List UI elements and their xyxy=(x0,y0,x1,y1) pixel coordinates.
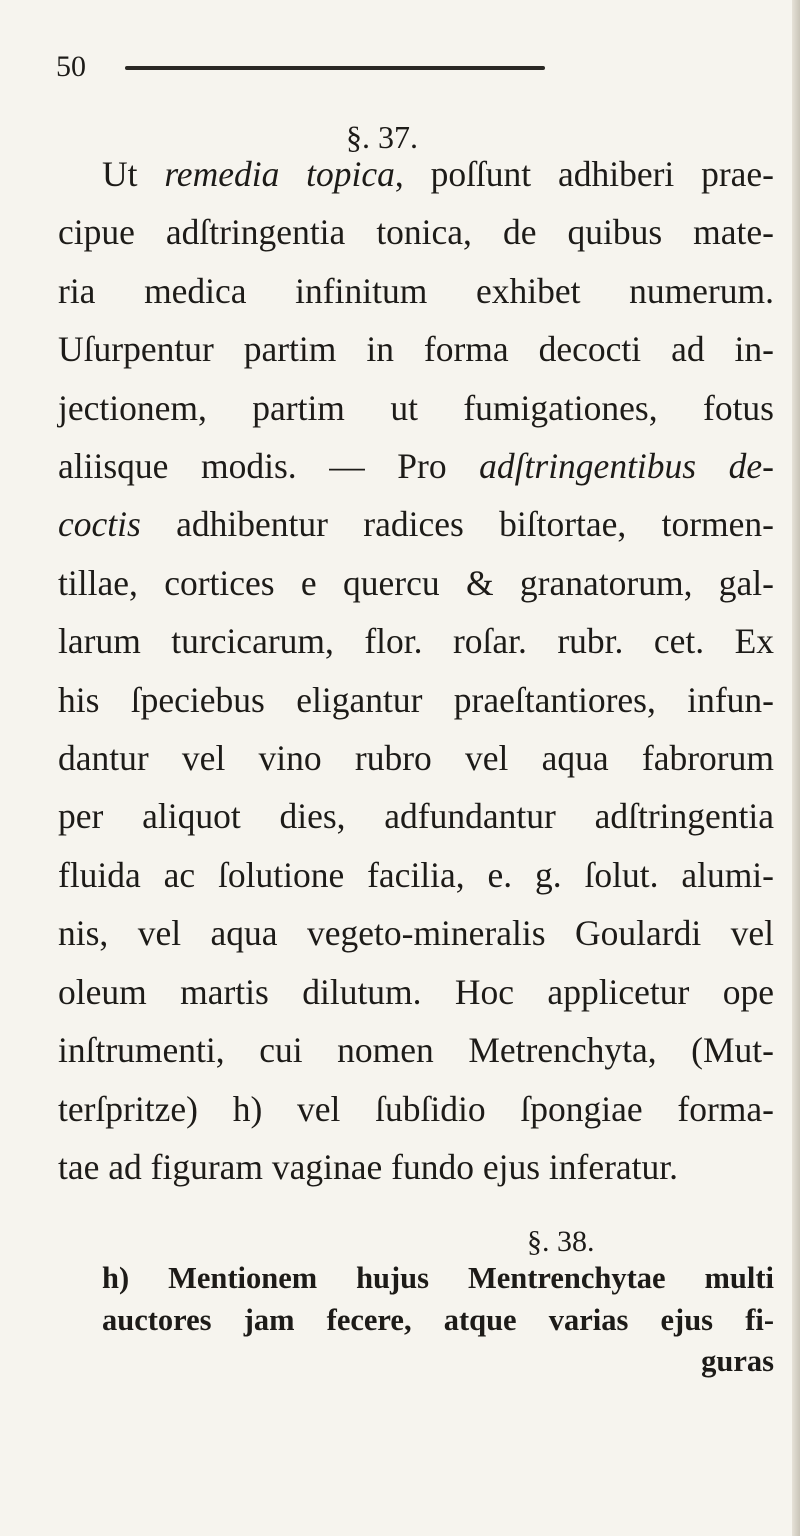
section-heading-38: §. 38. xyxy=(527,1225,595,1258)
page-number: 50 xyxy=(56,50,86,83)
text-line: ria medica infinitum exhibet numerum. xyxy=(58,270,774,311)
text-line: per aliquot dies, adfundantur adſtringentia xyxy=(58,796,774,837)
footnote-line: h) Mentionem hujus Mentrenchytae multi xyxy=(102,1261,774,1295)
text-line: his ſpeciebus eligantur praeſtantiores, infun- xyxy=(58,679,774,720)
text-line: Uſurpentur partim in forma decocti ad in- xyxy=(58,329,774,370)
section-37-body xyxy=(58,145,774,1196)
footnote-line: auctores jam fecere, atque varias ejus fi- xyxy=(102,1302,774,1337)
page-edge-shadow xyxy=(792,0,800,1536)
text-line: inſtrumenti, cui nomen Metrenchyta, (Mut- xyxy=(58,1030,774,1071)
text-line: coctis adhibentur radices biſtortae, tormen- xyxy=(58,504,774,545)
text-line: larum turcicarum, flor. roſar. rubr. cet. Ex xyxy=(58,621,774,662)
text-line: fluida ac ſolutione facilia, e. g. ſolut. alumi- xyxy=(58,854,774,895)
text-line: Ut remedia topica, poſſunt adhiberi prae- xyxy=(102,154,774,194)
section-heading-37: §. 37. xyxy=(346,119,418,155)
footnote xyxy=(58,1258,774,1383)
text-line: oleum martis dilutum. Hoc applicetur ope xyxy=(58,971,774,1012)
text-line: jectionem, partim ut fumigationes, fotus xyxy=(58,387,774,428)
text-line: aliisque modis. — Pro adſtringentibus de- xyxy=(58,446,774,487)
text-line: tillae, cortices e quercu & granatorum, gal- xyxy=(58,562,774,603)
text-line: nis, vel aqua vegeto-mineralis Goulardi vel xyxy=(58,913,774,954)
text-line: cipue adſtringentia tonica, de quibus mate- xyxy=(58,212,774,253)
header-rule xyxy=(125,66,545,70)
text-line: terſpritze) h) vel ſubſidio ſpongiae forma- xyxy=(58,1088,774,1129)
text-line: tae ad figuram vaginae fundo ejus inferatur. xyxy=(58,1146,679,1187)
text-line: dantur vel vino rubro vel aqua fabrorum xyxy=(58,738,774,779)
footnote-line: guras xyxy=(701,1344,774,1378)
